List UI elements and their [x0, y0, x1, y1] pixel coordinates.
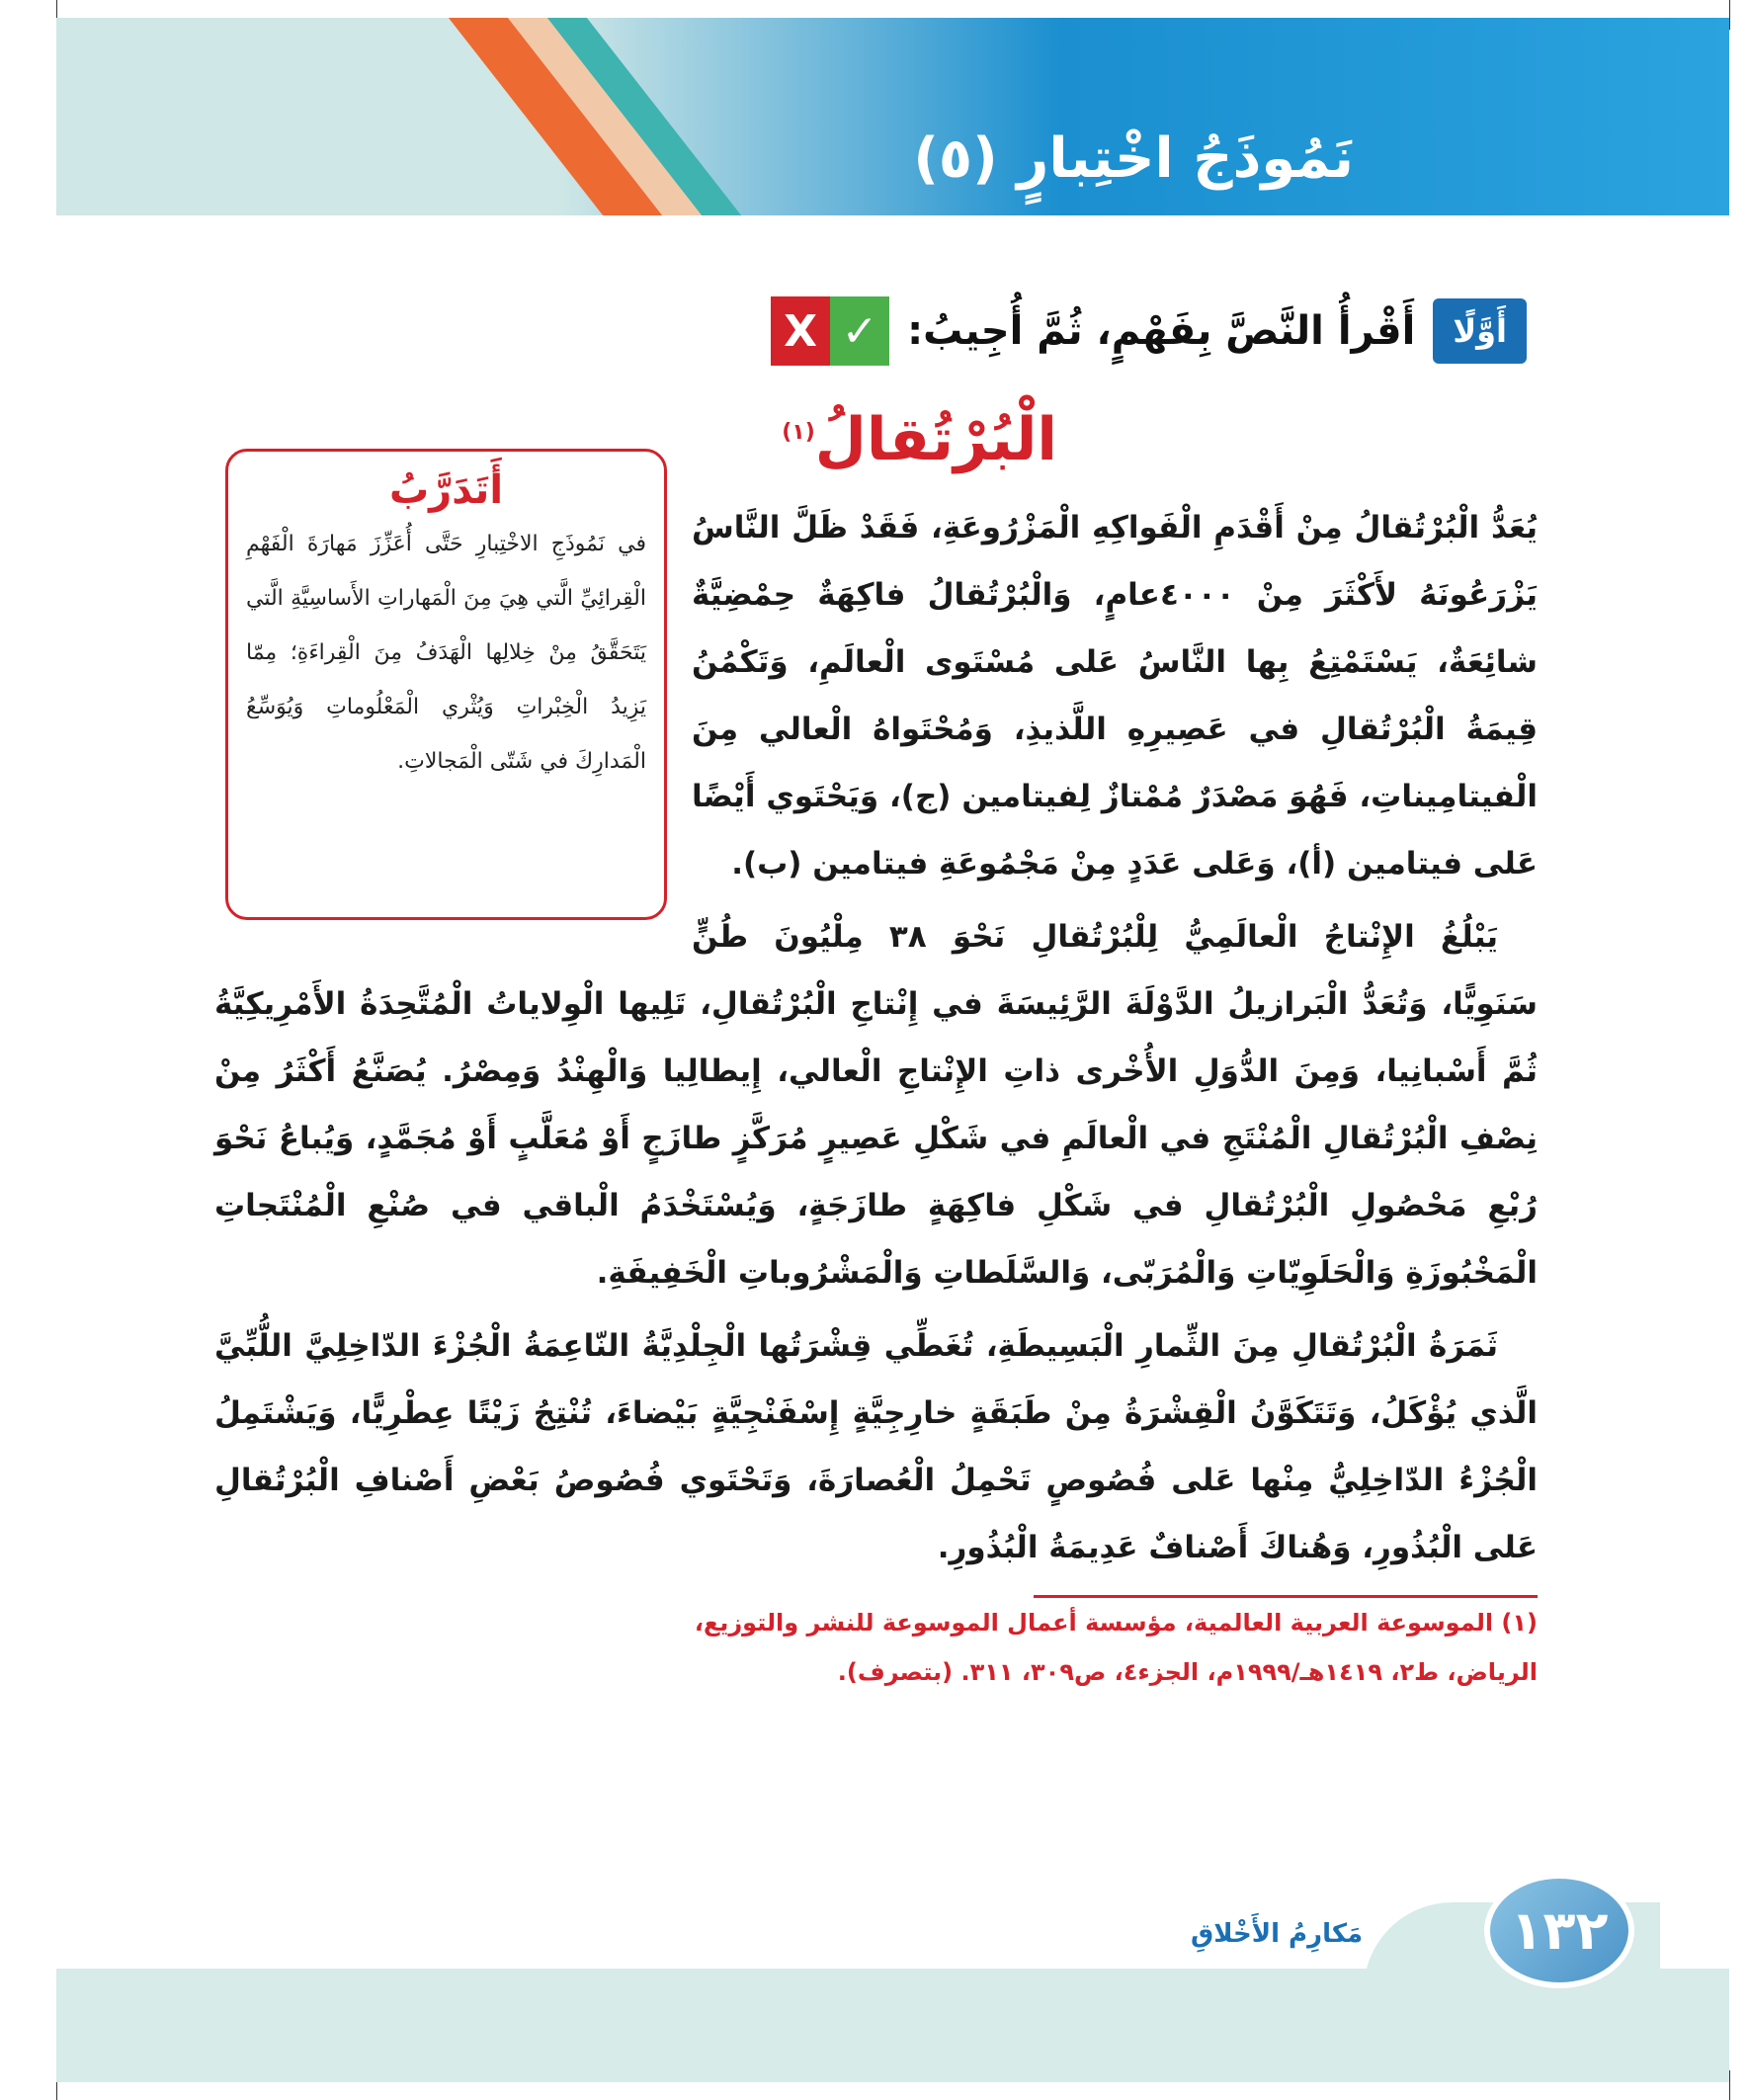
header-banner [56, 18, 1729, 215]
paragraph-2: يَبْلُغُ الإِنْتاجُ الْعالَمِيُّ لِلْبُرْتُقالِ نَحْوَ ٣٨ مِلْيُونَ طُنٍّ سَنَوِيًّا، وَتُعَدُّ الْبَرازيلُ الدَّوْلَةَ الرَّئِيسَةَ في إِنْتاجِ الْبُرْتُقالِ، تَلِيها الْوِلاياتُ الْمُتَّحِدَةُ الأَمْرِيكِيَّةُ ثُمَّ أَسْبانِيا، وَمِنَ الدُّوَلِ الأُخْرى ذاتِ الإِنْتاجِ الْعالي، إِيطالِيا وَالْهِنْدُ وَمِصْرُ. يُصَنَّعُ أَكْثَرُ مِنْ نِصْفِ الْبُرْتُقالِ الْمُنْتَجِ في الْعالَمِ في شَكْلِ عَصِيرٍ مُرَكَّزٍ طازَجٍ أَوْ مُعَلَّبٍ أَوْ مُجَمَّدٍ، وَيُباعُ نَحْوَ رُبْعِ مَحْصُولِ الْبُرْتُقالِ في شَكْلِ فاكِهَةٍ طازَجَةٍ، وَيُسْتَخْدَمُ الْباقي في صُنْعِ الْمُنْتَجاتِ الْمَخْبُوزَةِ وَالْحَلَوِيّاتِ وَالْمُرَبّى، وَالسَّلَطاتِ وَالْمَشْرُوباتِ الْخَفِيفَةِ. [214, 919, 1538, 1291]
practice-box-title: أَتَدَرَّبُ [388, 467, 504, 513]
footnote: (١) الموسوعة العربية العالمية، مؤسسة أعمال الموسوعة للنشر والتوزيع، الرياض، ط٢، ١٤١٩هـ/١٩٩٩م، الجزء٤، ص٣٠٩، ٣١١. (بتصرف). [694, 1609, 1538, 1686]
practice-box [225, 449, 667, 920]
footnote-ref: (١) [782, 420, 815, 445]
paragraph-3: ثَمَرَةُ الْبُرْتُقالِ مِنَ الثِّمارِ الْبَسِيطَةِ، تُغَطِّي قِشْرَتُها الْجِلْدِيَّةُ النّاعِمَةُ الْجُزْءَ الدّاخِلِيَّ اللُّبِّيَّ الَّذي يُؤْكَلُ، وَتَتَكَوَّنُ الْقِشْرَةُ مِنْ طَبَقَةٍ خارِجِيَّةٍ إِسْفَنْجِيَّةٍ بَيْضاءَ، تُنْتِجُ زَيْتًا عِطْرِيًّا، وَيَشْتَمِلُ الْجُزْءُ الدّاخِلِيُّ مِنْها عَلى فُصُوصٍ تَحْمِلُ الْعُصارَةَ، وَتَحْتَوي فُصُوصُ بَعْضِ أَصْنافِ الْبُرْتُقالِ عَلى الْبُذُورِ، وَهُناكَ أَصْنافٌ عَدِيمَةُ الْبُذُورِ. [214, 1328, 1538, 1565]
article-title-text: الْبُرْتُقالُ [814, 405, 1057, 474]
page-title: نَمُوذَجُ اخْتِبارٍ (٥) [913, 126, 1354, 191]
page-number: ١٣٢ [1484, 1873, 1634, 1988]
crop-mark [1729, 2070, 1730, 2100]
book-title: مَكارِمُ الأَخْلاقِ [1191, 1919, 1364, 1949]
cross-icon: X [771, 296, 830, 366]
practice-box-body: في نَمُوذَجِ الاخْتِبارِ حَتَّى أُعَزِّزَ مَهارَةَ الْفَهْمِ الْقِرائِيِّ الَّتي هِيَ مِنَ الْمَهاراتِ الأَساسِيَّةِ الَّتي يَتَحَقَّقُ مِنْ خِلالِها الْهَدَفُ مِنَ الْقِراءَةِ؛ مِمّا يَزِيدُ الْخِبْراتِ وَيُثْري الْمَعْلُوماتِ وَيُوَسِّعُ الْمَدارِكَ في شَتّى الْمَجالاتِ. [246, 532, 646, 774]
crop-mark [1729, 0, 1730, 30]
instruction-text: أَقْرأُ النَّصَّ بِفَهْمٍ، ثُمَّ أُجِيبُ: [907, 308, 1416, 354]
article-title [782, 405, 1057, 474]
section-badge: أَوَّلًا [1433, 298, 1527, 364]
check-icon: ✓ [830, 296, 889, 366]
section-heading [771, 296, 1527, 366]
paragraph-1: يُعَدُّ الْبُرْتُقالُ مِنْ أَقْدَمِ الْفَواكِهِ الْمَزْرُوعَةِ، فَقَدْ ظَلَّ النَّاسُ يَزْرَعُونَهُ لأَكْثَرَ مِنْ ٤٠٠٠عامٍ، وَالْبُرْتُقالُ فاكِهَةٌ حِمْضِيَّةٌ شائِعَةٌ، يَسْتَمْتِعُ بِها النَّاسُ عَلى مُسْتَوى الْعالَمِ، وَتَكْمُنُ قِيمَةُ الْبُرْتُقالِ في عَصِيرِهِ اللَّذيذِ، وَمُحْتَواهُ الْعالي مِنَ الْفيتامِيناتِ، فَهُوَ مَصْدَرٌ مُمْتازٌ لِفيتامين (ج)، وَيَحْتَوي أَيْضًا عَلى فيتامين (أ)، وَعَلى عَدَدٍ مِنْ مَجْمُوعَةِ فيتامين (ب). [692, 510, 1539, 882]
true-false-icon [771, 296, 889, 366]
